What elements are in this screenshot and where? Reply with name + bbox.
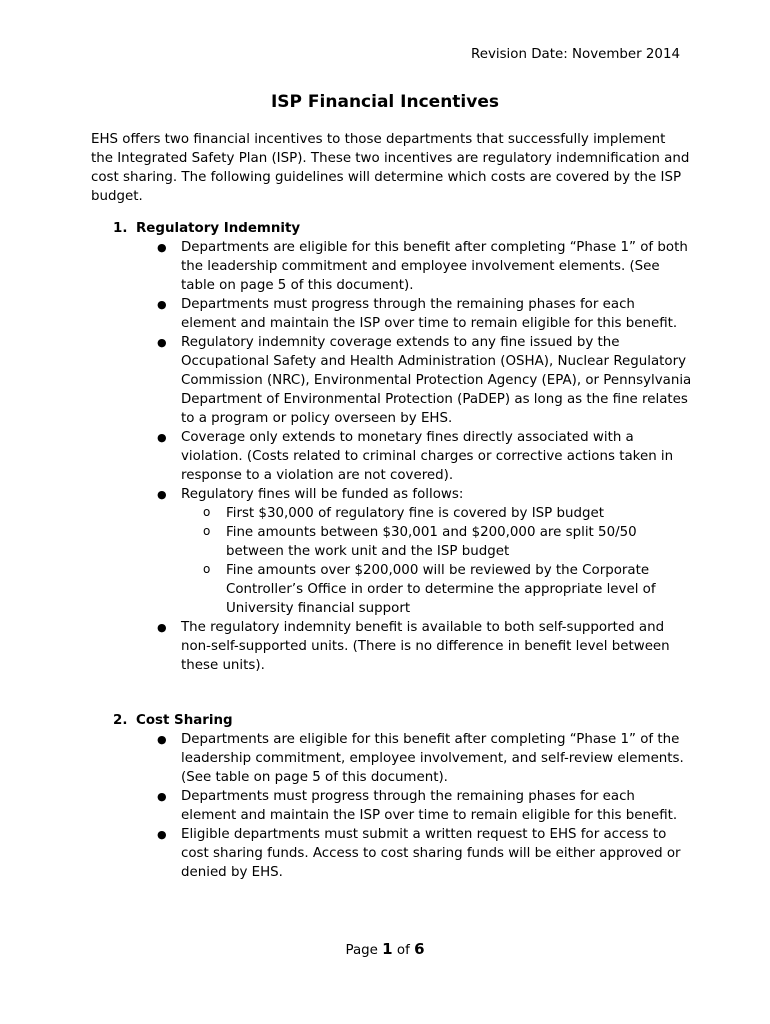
list-item-text: Regulatory fines will be funded as follows: xyxy=(181,487,464,502)
list-item-text: Coverage only extends to monetary fines directly associated with a violation. (Costs related to criminal charges or corrective actions taken in response to a violation are not covered). xyxy=(181,430,674,483)
list-item xyxy=(113,428,693,485)
page-footer xyxy=(0,940,770,958)
total-pages-number: 6 xyxy=(414,940,425,958)
list-item-text: The regulatory indemnity benefit is available to both self-supported and non-self-supported units. (There is no difference in benefit level between these units). xyxy=(181,620,670,673)
list-item-text: Departments must progress through the remaining phases for each element and maintain the ISP over time to remain eligible for this benefit. xyxy=(181,789,678,823)
circle-bullet-icon: o xyxy=(203,505,211,519)
circle-bullet-icon: o xyxy=(203,524,211,538)
section-number: 2. xyxy=(113,713,128,728)
bullet-icon: ● xyxy=(157,488,167,501)
bullet-list xyxy=(113,730,693,882)
list-item-text: Departments are eligible for this benefit after completing “Phase 1” of the leadership commitment, employee involvement, and self-review elements. (See table on page 5 of this document). xyxy=(181,732,684,785)
section-heading xyxy=(113,219,693,238)
list-item xyxy=(113,825,693,882)
sub-list-item-text: Fine amounts between $30,001 and $200,000 are split 50/50 between the work unit and the ISP budget xyxy=(226,525,637,559)
list-item xyxy=(113,787,693,825)
bullet-icon: ● xyxy=(157,790,167,803)
bullet-icon: ● xyxy=(157,828,167,841)
list-item-text: Departments are eligible for this benefit after completing “Phase 1” of both the leadership commitment and employee involvement elements. (See table on page 5 of this document). xyxy=(181,240,688,293)
document-title: ISP Financial Incentives xyxy=(270,92,499,112)
list-item xyxy=(113,238,693,295)
page-label: Page xyxy=(345,943,378,958)
sub-list-item xyxy=(181,504,693,523)
list-item xyxy=(113,618,693,675)
section-heading xyxy=(113,711,693,730)
section-number: 1. xyxy=(113,221,128,236)
section-regulatory-indemnity xyxy=(113,219,693,675)
intro-paragraph: EHS offers two financial incentives to those departments that successfully implement the Integrated Safety Plan (ISP). These two incentives are regulatory indemnification and cost sharing. The following guidelines will determine which costs are covered by the ISP budget. xyxy=(91,132,690,204)
list-item-text: Regulatory indemnity coverage extends to any fine issued by the Occupational Safety and Health Administration (OSHA), Nuclear Regulatory Commission (NRC), Environmental Protection Agency (EPA), or Pennsylvania Department of Environmental Protection (PaDEP) as long as the fine relates to a program or policy overseen by EHS. xyxy=(181,335,692,426)
bullet-icon: ● xyxy=(157,621,167,634)
sub-bullet-list xyxy=(181,504,693,618)
bullet-icon: ● xyxy=(157,431,167,444)
revision-date: Revision Date: November 2014 xyxy=(471,47,680,62)
list-item xyxy=(113,295,693,333)
circle-bullet-icon: o xyxy=(203,562,211,576)
bullet-icon: ● xyxy=(157,733,167,746)
section-cost-sharing xyxy=(113,711,693,882)
sub-list-item xyxy=(181,523,693,561)
list-item xyxy=(113,485,693,618)
list-item xyxy=(113,730,693,787)
current-page-number: 1 xyxy=(382,940,393,958)
sub-list-item xyxy=(181,561,693,618)
bullet-icon: ● xyxy=(157,298,167,311)
of-label: of xyxy=(396,943,410,958)
sub-list-item-text: First $30,000 of regulatory fine is covered by ISP budget xyxy=(226,506,604,521)
list-item-text: Eligible departments must submit a written request to EHS for access to cost sharing funds. Access to cost sharing funds will be either approved or denied by EHS. xyxy=(181,827,681,880)
list-item-text: Departments must progress through the remaining phases for each element and maintain the ISP over time to remain eligible for this benefit. xyxy=(181,297,678,331)
section-title: Cost Sharing xyxy=(136,713,233,728)
bullet-icon: ● xyxy=(157,336,167,349)
sub-list-item-text: Fine amounts over $200,000 will be reviewed by the Corporate Controller’s Office in order to determine the appropriate level of University financial support xyxy=(226,563,656,616)
bullet-icon: ● xyxy=(157,241,167,254)
bullet-list xyxy=(113,238,693,675)
list-item xyxy=(113,333,693,428)
section-title: Regulatory Indemnity xyxy=(136,221,301,236)
